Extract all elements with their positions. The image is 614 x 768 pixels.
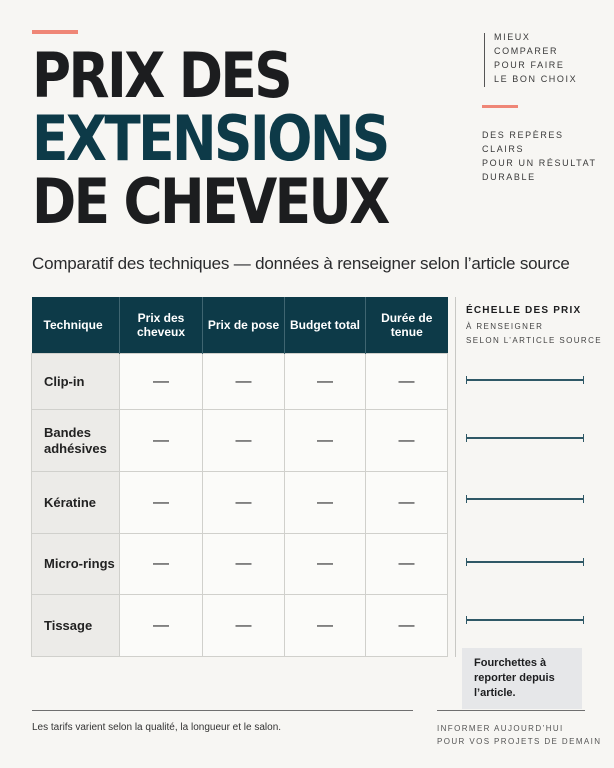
value-cell: — — [203, 595, 285, 657]
title-line-1: PRIX DES — [32, 39, 291, 112]
technique-cell: Tissage — [32, 595, 120, 657]
value-cell: — — [366, 410, 448, 472]
side-note-line: CLAIRS — [482, 144, 525, 154]
legend-divider — [455, 297, 456, 657]
price-scale-bar — [466, 495, 584, 503]
side-note-line: DURABLE — [482, 172, 536, 182]
legend-note: Fourchettes à reporter depuis l’article. — [462, 648, 582, 709]
legend-subtitle — [466, 320, 602, 348]
technique-cell: Micro-rings — [32, 534, 120, 595]
price-scale-bar — [466, 558, 584, 566]
technique-cell: Bandes adhésives — [32, 410, 120, 472]
value-cell: — — [203, 472, 285, 534]
title-line-2: EXTENSIONS — [32, 102, 388, 175]
technique-cell: Clip-in — [32, 354, 120, 410]
value-cell: — — [285, 354, 366, 410]
value-cell: — — [285, 472, 366, 534]
table-row — [32, 595, 448, 657]
value-cell: — — [120, 410, 203, 472]
value-cell: — — [120, 472, 203, 534]
side-accent-bar — [482, 105, 518, 108]
side-tagline-line: POUR FAIRE — [494, 60, 565, 70]
value-cell: — — [285, 410, 366, 472]
legend-subtitle-line: SELON L’ARTICLE SOURCE — [466, 336, 603, 345]
value-cell: — — [203, 354, 285, 410]
table-row — [32, 354, 448, 410]
col-header-hair-price: Prix des cheveux — [120, 297, 203, 354]
value-cell: — — [366, 354, 448, 410]
col-header-total-budget: Budget total — [285, 297, 366, 354]
value-cell: — — [285, 595, 366, 657]
side-note-line: DES REPÈRES — [482, 130, 564, 140]
table-header-row — [32, 297, 448, 354]
side-tagline-line: LE BON CHOIX — [494, 74, 578, 84]
side-tagline-line: COMPARER — [494, 46, 559, 56]
col-header-technique: Technique — [32, 297, 120, 354]
value-cell: — — [285, 534, 366, 595]
value-cell: — — [366, 534, 448, 595]
price-scale-bar — [466, 616, 584, 624]
price-scale-bar — [466, 434, 584, 442]
subtitle: Comparatif des techniques — données à renseigner selon l’article source — [32, 254, 570, 273]
side-divider-top — [484, 33, 485, 87]
value-cell: — — [203, 410, 285, 472]
page-title — [32, 39, 388, 238]
value-cell: — — [120, 534, 203, 595]
value-cell: — — [366, 472, 448, 534]
footer-note: Les tarifs varient selon la qualité, la longueur et le salon. — [32, 722, 282, 733]
top-accent-bar — [32, 30, 78, 34]
table-row — [32, 472, 448, 534]
value-cell: — — [120, 354, 203, 410]
col-header-duration: Durée de tenue — [366, 297, 448, 354]
value-cell: — — [120, 595, 203, 657]
price-scale-bar — [466, 376, 584, 384]
legend-subtitle-line: À RENSEIGNER — [466, 322, 544, 331]
footer-tagline-line: INFORMER AUJOURD’HUI — [437, 724, 564, 733]
footer-rule-left — [32, 710, 413, 711]
technique-cell: Kératine — [32, 472, 120, 534]
table-row — [32, 534, 448, 595]
col-header-install-price: Prix de pose — [203, 297, 285, 354]
table-row — [32, 410, 448, 472]
value-cell: — — [203, 534, 285, 595]
value-cell: — — [366, 595, 448, 657]
price-table — [31, 297, 448, 657]
footer-tagline-line: POUR VOS PROJETS DE DEMAIN — [437, 737, 602, 746]
side-tagline-line: MIEUX — [494, 32, 531, 42]
title-line-3: DE CHEVEUX — [32, 165, 388, 238]
footer-rule-right — [437, 710, 585, 711]
legend-title: ÉCHELLE DES PRIX — [466, 305, 582, 316]
side-tagline — [494, 30, 577, 86]
side-note — [482, 128, 597, 184]
side-note-line: POUR UN RÉSULTAT — [482, 158, 597, 168]
footer-tagline — [437, 722, 601, 748]
